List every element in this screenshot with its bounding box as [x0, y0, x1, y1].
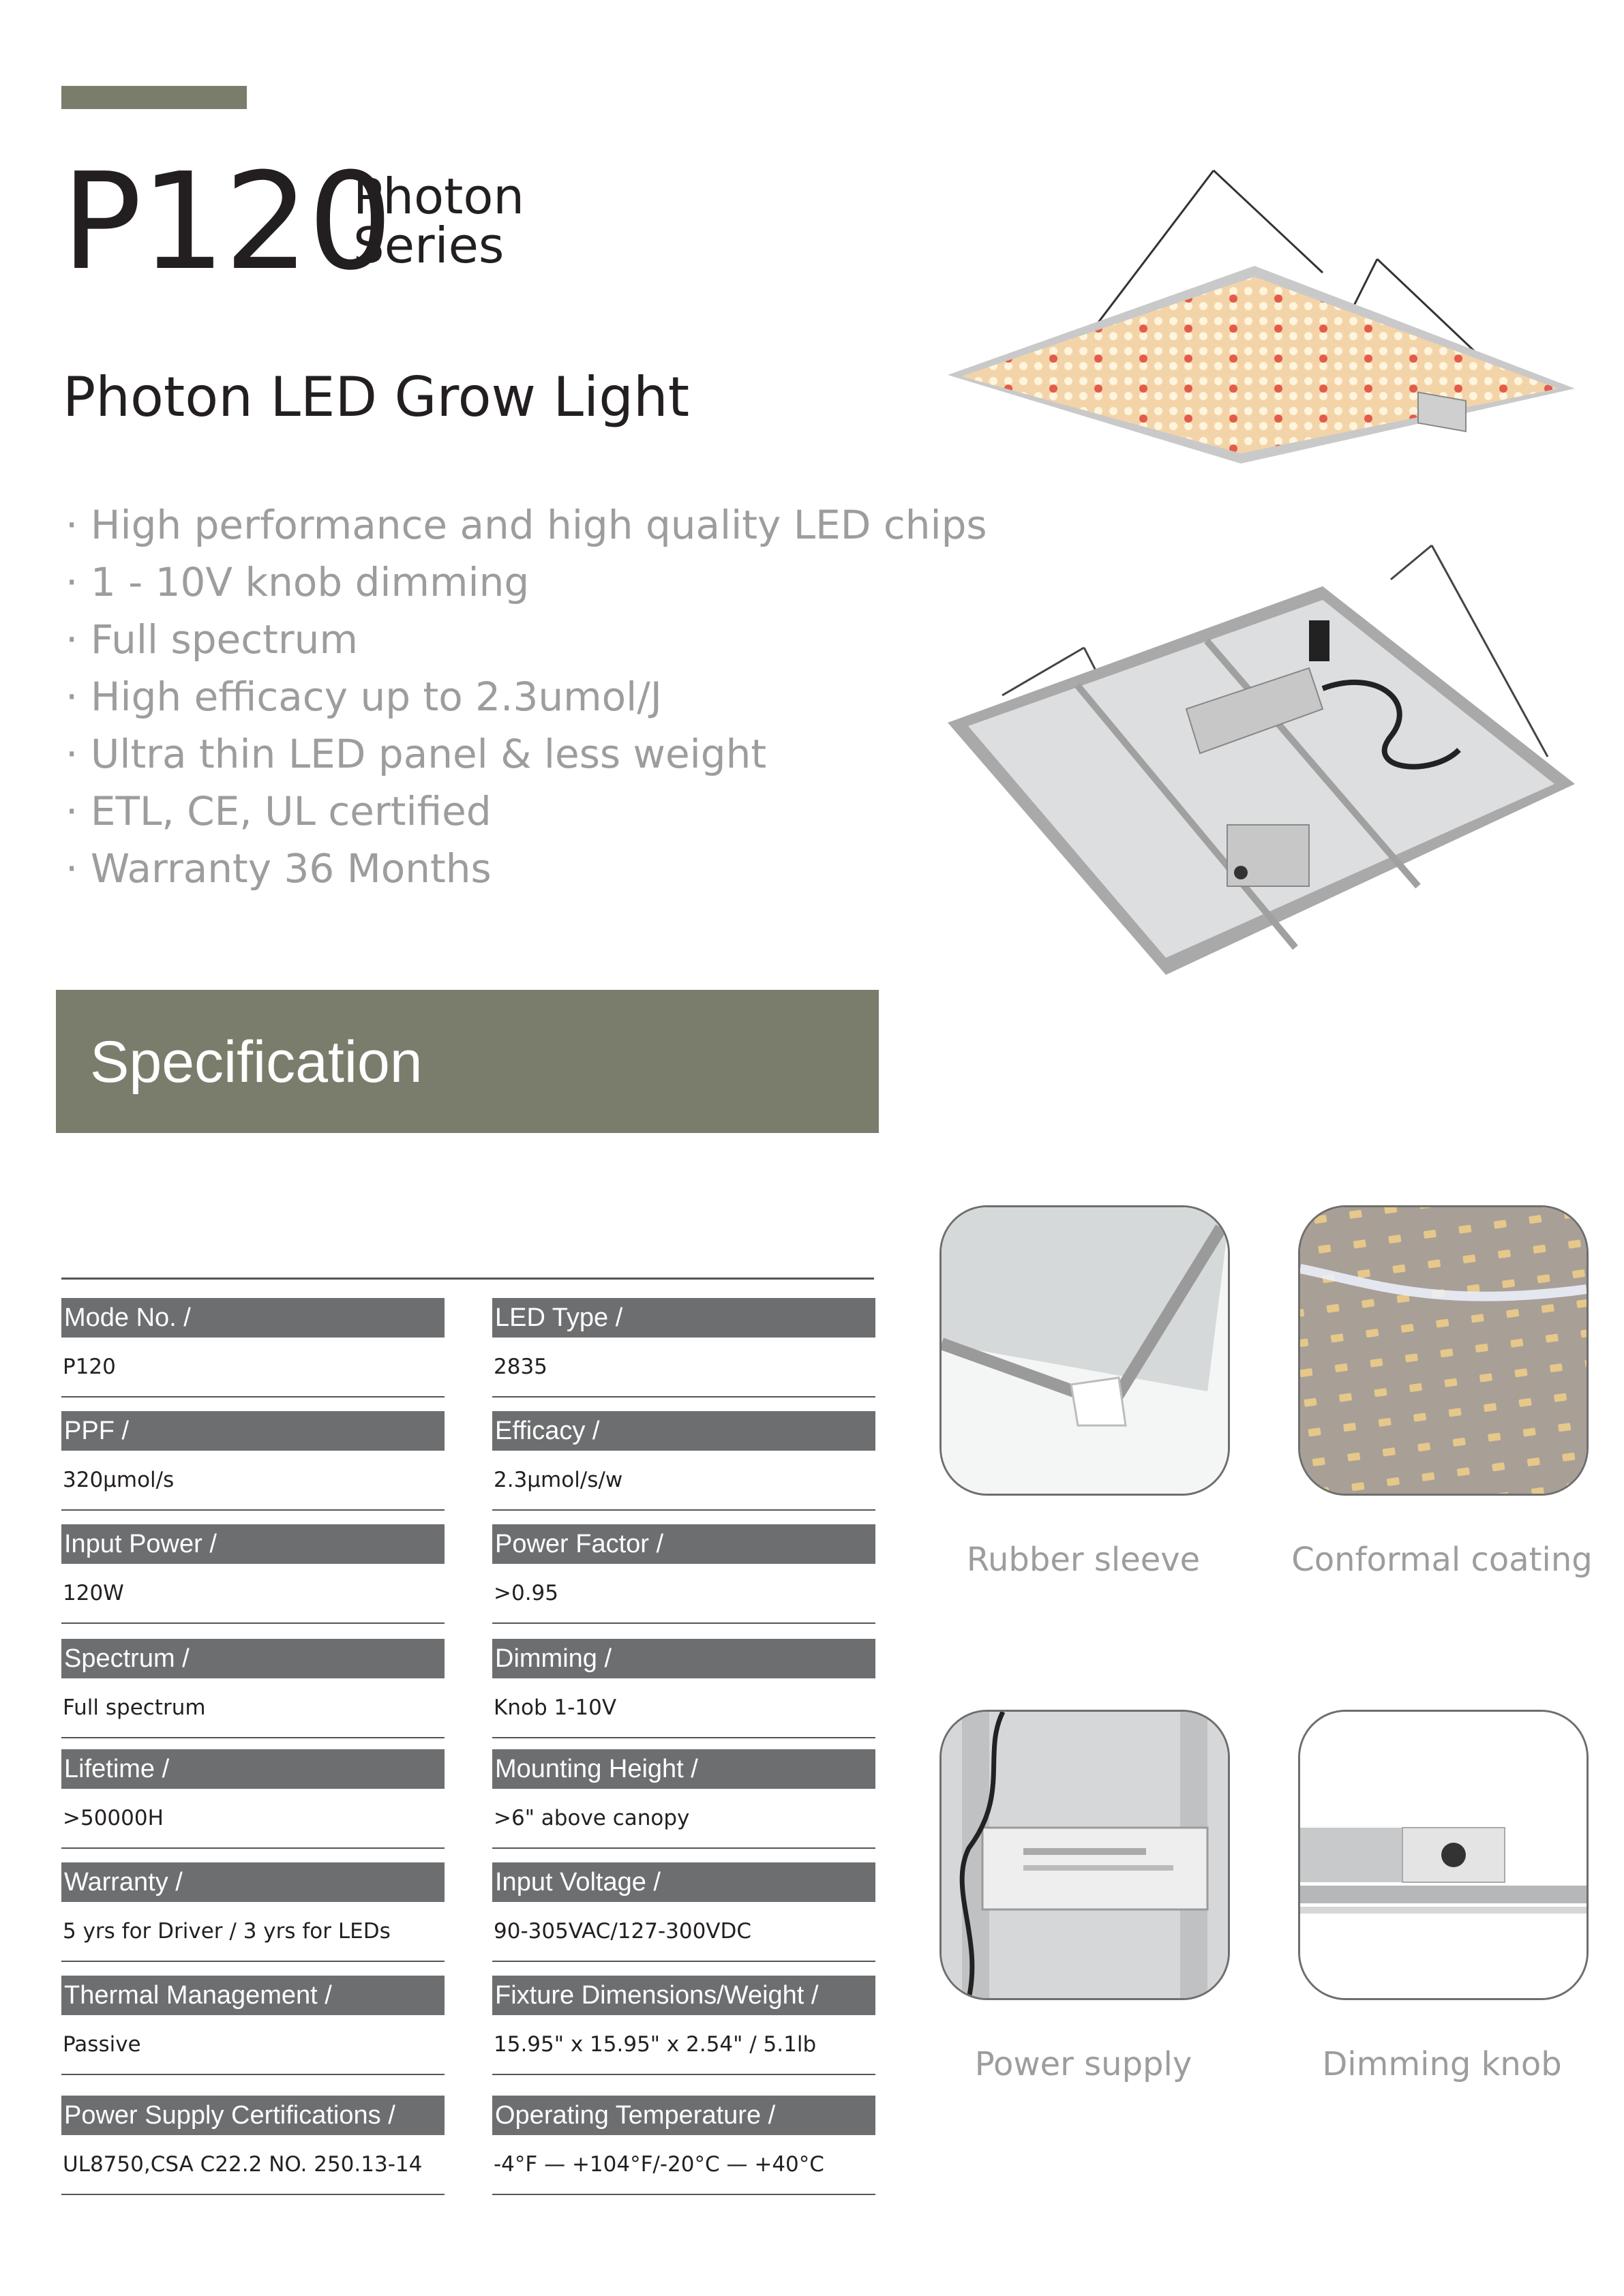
- spec-operating-temperature: [492, 2096, 875, 2195]
- spec-value: 2835: [492, 1338, 875, 1398]
- spec-value: Passive: [61, 2015, 445, 2075]
- spec-lifetime: [61, 1749, 445, 1849]
- spec-ppf: [61, 1411, 445, 1511]
- spec-value: 15.95" x 15.95" x 2.54" / 5.1lb: [492, 2015, 875, 2075]
- spec-value: 320μmol/s: [61, 1451, 445, 1511]
- feature-item: · High performance and high quality LED chips: [65, 502, 987, 548]
- model-name: P120: [61, 145, 392, 300]
- spec-label: Efficacy /: [492, 1411, 875, 1451]
- feature-item: · High efficacy up to 2.3umol/J: [65, 674, 662, 720]
- series-name: [353, 168, 525, 274]
- spec-value: >50000H: [61, 1789, 445, 1849]
- feature-item: · Full spectrum: [65, 616, 358, 663]
- feature-item: · Ultra thin LED panel & less weight: [65, 731, 767, 777]
- conformal-coating-caption: Conformal coating: [1291, 1541, 1593, 1579]
- spec-efficacy: [492, 1411, 875, 1511]
- power-supply-caption: Power supply: [974, 2045, 1192, 2083]
- feature-item: · 1 - 10V knob dimming: [65, 559, 530, 605]
- spec-value: Full spectrum: [61, 1678, 445, 1738]
- spec-input-voltage: [492, 1862, 875, 1962]
- spec-mounting-height: [492, 1749, 875, 1849]
- feature-list: [65, 496, 987, 897]
- spec-label: Warranty /: [61, 1862, 445, 1902]
- spec-label: Power Supply Certifications /: [61, 2096, 445, 2135]
- spec-label: PPF /: [61, 1411, 445, 1451]
- spec-label: Fixture Dimensions/Weight /: [492, 1976, 875, 2015]
- product-image-front: [941, 164, 1582, 477]
- feature-item: · Warranty 36 Months: [65, 845, 492, 892]
- dimming-knob-image: [1298, 1710, 1589, 2000]
- spec-label: Lifetime /: [61, 1749, 445, 1789]
- spec-dimming: [492, 1639, 875, 1738]
- product-image-back: [941, 532, 1582, 982]
- rubber-sleeve-image: [939, 1205, 1230, 1496]
- spec-power-supply-certifications: [61, 2096, 445, 2195]
- spec-value: Knob 1-10V: [492, 1678, 875, 1738]
- spec-label: Input Voltage /: [492, 1862, 875, 1902]
- spec-input-power: [61, 1524, 445, 1624]
- spec-table-top-rule: [61, 1278, 874, 1280]
- spec-value: >6" above canopy: [492, 1789, 875, 1849]
- specification-title: Specification: [90, 1029, 423, 1095]
- spec-label: Power Factor /: [492, 1524, 875, 1564]
- spec-value: 120W: [61, 1564, 445, 1624]
- spec-label: Thermal Management /: [61, 1976, 445, 2015]
- dimming-knob-caption: Dimming knob: [1322, 2045, 1562, 2083]
- spec-label: Input Power /: [61, 1524, 445, 1564]
- spec-value: P120: [61, 1338, 445, 1398]
- spec-value: 90-305VAC/127-300VDC: [492, 1902, 875, 1962]
- spec-fixture-dimensions: [492, 1976, 875, 2075]
- spec-label: Dimming /: [492, 1639, 875, 1678]
- spec-label: Operating Temperature /: [492, 2096, 875, 2135]
- series-line-2: Series: [353, 217, 505, 274]
- spec-label: Mounting Height /: [492, 1749, 875, 1789]
- spec-warranty: [61, 1862, 445, 1962]
- spec-value: UL8750,CSA C22.2 NO. 250.13-14: [61, 2135, 445, 2195]
- conformal-coating-image: [1298, 1205, 1589, 1496]
- spec-value: >0.95: [492, 1564, 875, 1624]
- spec-label: Spectrum /: [61, 1639, 445, 1678]
- series-line-1: Photon: [353, 168, 525, 225]
- spec-label: Mode No. /: [61, 1298, 445, 1338]
- spec-label: LED Type /: [492, 1298, 875, 1338]
- rubber-sleeve-caption: Rubber sleeve: [966, 1541, 1201, 1579]
- accent-bar: [61, 86, 247, 109]
- spec-value: 2.3μmol/s/w: [492, 1451, 875, 1511]
- feature-item: · ETL, CE, UL certified: [65, 788, 492, 834]
- spec-led-type: [492, 1298, 875, 1398]
- spec-mode-no: [61, 1298, 445, 1398]
- spec-value: 5 yrs for Driver / 3 yrs for LEDs: [61, 1902, 445, 1962]
- product-subtitle: Photon LED Grow Light: [63, 365, 690, 429]
- spec-thermal-management: [61, 1976, 445, 2075]
- spec-value: -4°F — +104°F/-20°C — +40°C: [492, 2135, 875, 2195]
- spec-power-factor: [492, 1524, 875, 1624]
- power-supply-image: [939, 1710, 1230, 2000]
- spec-spectrum: [61, 1639, 445, 1738]
